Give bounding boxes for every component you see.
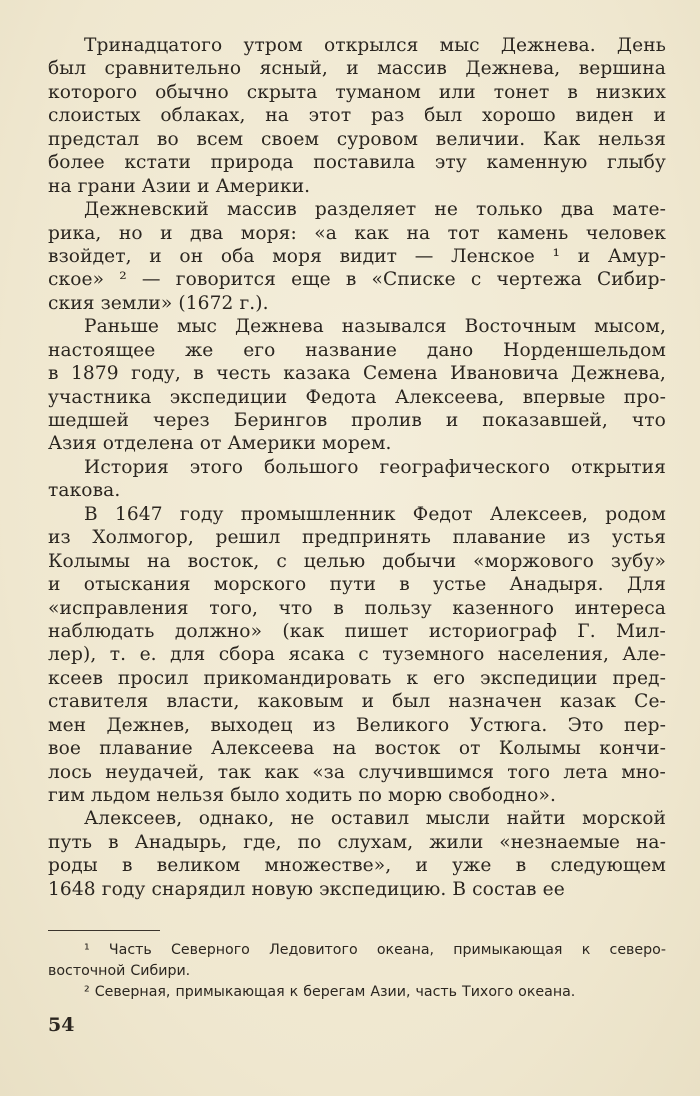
footnote-divider (48, 930, 160, 931)
paragraphs-line: «исправления того, что в пользу казенного интереса (48, 597, 666, 619)
paragraphs-line: рика, но и два моря: «а как на тот камень человек (48, 222, 666, 244)
paragraphs-line: которого обычно скрыта туманом или тонет в низких (48, 81, 666, 103)
page-number: 54 (48, 1014, 75, 1036)
paragraphs-line: путь в Анадырь, где, по слухам, жили «незнаемые на- (48, 831, 666, 853)
paragraphs-line: Алексеев, однако, не оставил мысли найти морской (84, 808, 666, 830)
paragraphs-line: и отыскания морского пути в устье Анадыря. Для (48, 574, 666, 596)
paragraphs-line: настоящее же его название дано Норденшельдом (48, 339, 666, 361)
paragraphs-line: вое плавание Алексеева на восток от Колымы кончи- (48, 738, 666, 760)
paragraphs-line: из Холмогор, решил предпринять плавание из устья (48, 527, 666, 549)
paragraphs-line: История этого большого географического открытия (84, 456, 666, 478)
paragraphs-line: В 1647 году промышленник Федот Алексеев, родом (84, 503, 666, 525)
paragraphs-line: роды в великом множестве», и уже в следующем (48, 855, 666, 877)
paragraphs-line: был сравнительно ясный, и массив Дежнева, вершина (48, 58, 666, 80)
paragraphs-line: предстал во всем своем суровом величии. Как нельзя (48, 128, 666, 150)
paragraphs-line: взойдет, и он оба моря видит — Ленское ¹ и Амур- (48, 245, 666, 267)
paragraphs-line: ставителя власти, каковым и был назначен казак Се- (48, 691, 666, 713)
paragraphs-line: слоистых облаках, на этот раз был хорошо виден и (48, 105, 666, 127)
paragraphs-line: более кстати природа поставила эту каменную глыбу (48, 152, 666, 174)
paragraphs-line: ския земли» (1672 г.). (48, 292, 269, 314)
main-text (48, 34, 666, 901)
paragraphs-line: Тринадцатого утром открылся мыс Дежнева. День (84, 35, 666, 56)
paragraphs-line: ксеев просил прикомандировать к его экспедиции пред- (48, 667, 666, 689)
paragraphs-line: гим льдом нельзя было ходить по морю свободно». (48, 785, 556, 806)
paragraphs-line: участника экспедиции Федота Алексеева, впервые про- (48, 386, 666, 408)
paragraphs-line: в 1879 году, в честь казака Семена Ивановича Дежнева, (48, 363, 666, 385)
paragraphs-line: на грани Азии и Америки. (48, 175, 311, 197)
paragraphs-line: Колымы на восток, с целью добычи «моржового зубу» (48, 550, 666, 572)
footnotes (48, 940, 666, 1003)
footnote-line: восточной Сибири. (48, 963, 191, 979)
paragraphs-line: Дежневский массив разделяет не только два мате- (84, 199, 666, 221)
footnote-line: ¹ Часть Северного Ледовитого океана, примыкающая к северо- (84, 942, 666, 958)
paragraphs-line: Азия отделена от Америки морем. (48, 433, 392, 455)
paragraphs-line: шедшей через Берингов пролив и показавшей, что (48, 410, 666, 431)
footnote-line: ² Северная, примыкающая к берегам Азии, часть Тихого океана. (84, 984, 576, 1000)
paragraphs-line: лось неудачей, так как «за случившимся того лета мно- (48, 761, 666, 783)
paragraphs-line: ское» ² — говорится еще в «Списке с чертежа Сибир- (48, 269, 666, 291)
paragraphs-line: такова. (48, 480, 121, 502)
paragraphs-line: Раньше мыс Дежнева назывался Восточным мысом, (84, 316, 666, 338)
paragraphs-line: наблюдать должно» (как пишет историограф Г. Мил- (48, 620, 666, 642)
paragraphs-line: 1648 году снарядил новую экспедицию. В состав ее (48, 878, 565, 900)
paragraphs-line: лер), т. е. для сбора ясака с туземного населения, Але- (48, 644, 666, 666)
paragraphs-line: мен Дежнев, выходец из Великого Устюга. Это пер- (48, 714, 666, 736)
